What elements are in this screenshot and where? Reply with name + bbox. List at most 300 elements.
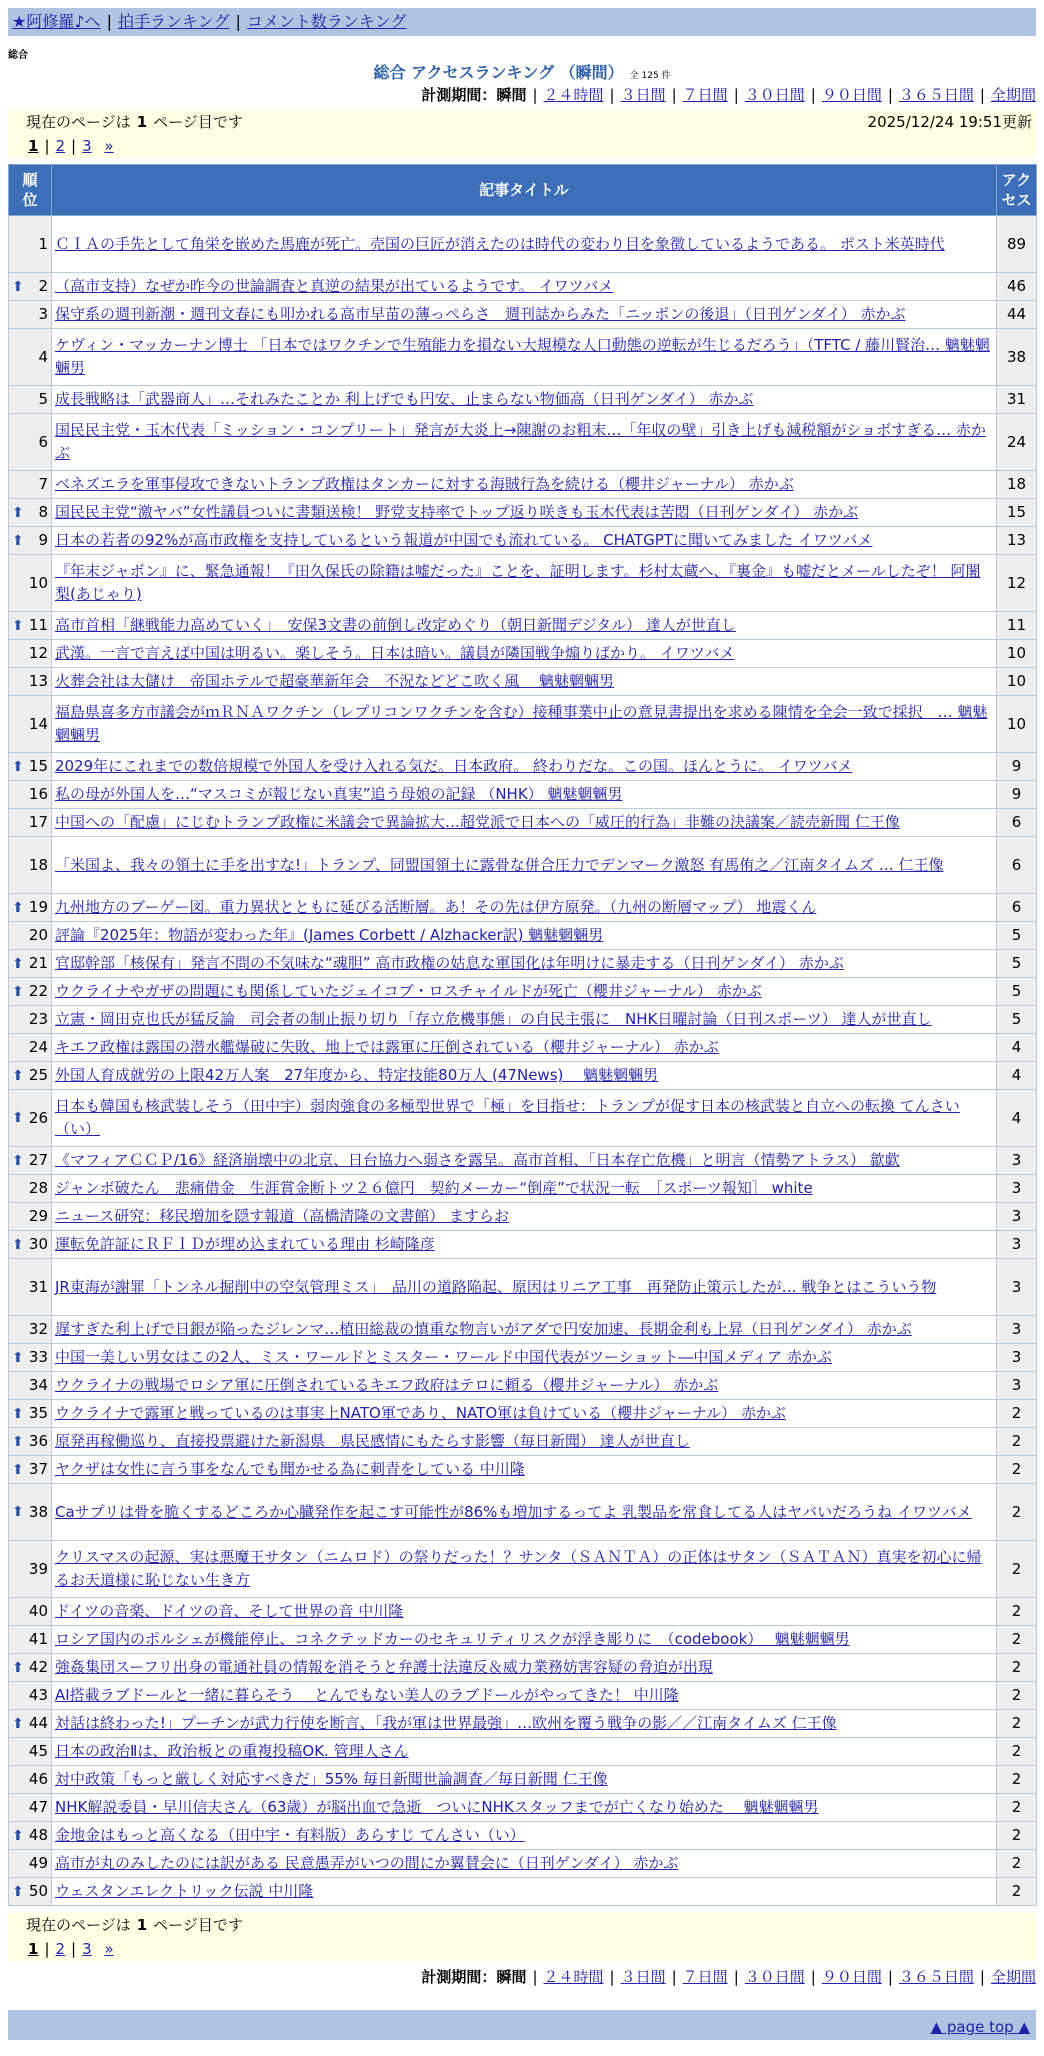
rank-number: 23 xyxy=(28,1010,48,1028)
table-row xyxy=(9,753,1037,781)
access-count: 10 xyxy=(997,696,1037,753)
page-top-link[interactable]: ▲ page top ▲ xyxy=(930,2018,1030,2036)
rank-cell xyxy=(9,301,52,329)
title-cell xyxy=(52,471,997,499)
article-title-link[interactable]: 日本も韓国も核武装しそう（田中宇）弱肉強食の多極型世界で「極」を目指せ：トランプが促す日本の核武装と自立への転換 てんさい（い） xyxy=(55,1097,960,1138)
access-count: 10 xyxy=(997,668,1037,696)
next-page-link[interactable]: » xyxy=(104,1940,114,1958)
title-cell xyxy=(52,1203,997,1231)
rank-up-arrow-icon: ⬆ xyxy=(12,504,24,521)
rank-up-arrow-icon: ⬆ xyxy=(12,1405,24,1422)
total-count: 全 125 件 xyxy=(629,71,671,81)
article-title-link[interactable]: 中国への「配慮」にじむトランプ政権に米議会で異論拡大…超党派で日本への「威圧的行為」非難の決議案／読売新聞 仁王像 xyxy=(55,813,900,831)
rank-cell xyxy=(9,612,52,640)
article-title-link[interactable]: 高市が丸のみしたのには訳がある 民意愚弄がいつの間にか翼賛会に（日刊ゲンダイ） 赤かぶ xyxy=(55,1854,679,1872)
article-title-link[interactable]: ウクライナの戦場でロシア軍に圧倒されているキエフ政府はテロに頼る（櫻井ジャーナル） 赤かぶ xyxy=(55,1376,719,1394)
article-title-link[interactable]: 対話は終わった!」プーチンが武力行使を断言、「我が軍は世界最強」…欧州を覆う戦争の影／／江南タイムズ 仁王像 xyxy=(55,1714,837,1732)
access-count: 2 xyxy=(997,1654,1037,1682)
rank-number: 45 xyxy=(28,1742,48,1760)
rank-cell xyxy=(9,668,52,696)
rank-number: 17 xyxy=(28,813,48,831)
period-link[interactable]: ３日間 xyxy=(620,86,666,104)
bottom-bar xyxy=(8,2010,1036,2040)
page-title xyxy=(0,60,1044,83)
page-status-number: 1 xyxy=(136,1916,148,1934)
access-count: 5 xyxy=(997,978,1037,1006)
rank-number: 44 xyxy=(28,1714,48,1732)
rank-number: 18 xyxy=(28,855,48,874)
period-link[interactable]: ２４時間 xyxy=(543,1968,604,1986)
article-title-link[interactable]: クリスマスの起源、実は悪魔王サタン（ニムロド）の祭りだった！？サンタ（ＳＡＮＴＡ）の正体はサタン（ＳＡＴＡＮ）真実を初心に帰るお天道様に恥じない生き方 xyxy=(55,1548,982,1589)
title-cell xyxy=(52,499,997,527)
table-row xyxy=(9,1090,1037,1147)
period-current: 瞬間 xyxy=(496,1968,527,1986)
period-separator: | xyxy=(810,86,816,104)
table-row xyxy=(9,273,1037,301)
rank-cell xyxy=(9,1034,52,1062)
rank-up-arrow-icon: ⬆ xyxy=(12,1827,24,1844)
access-count: 9 xyxy=(997,781,1037,809)
article-title-link[interactable]: ウクライナやガザの問題にも関係していたジェイコブ・ロスチャイルドが死亡（櫻井ジャーナル） 赤かぶ xyxy=(55,982,762,1000)
page-link[interactable]: 2 xyxy=(55,1940,66,1958)
access-count: 31 xyxy=(997,386,1037,414)
title-cell xyxy=(52,1034,997,1062)
access-count: 2 xyxy=(997,1484,1037,1541)
rank-cell xyxy=(9,978,52,1006)
rank-number: 47 xyxy=(28,1798,48,1816)
table-row xyxy=(9,1006,1037,1034)
title-cell xyxy=(52,301,997,329)
article-title-link[interactable]: 九州地方のブーゲー図。重力異状とともに延びる活断層。あ！その先は伊方原発。（九州の断層マップ） 地震くん xyxy=(55,898,817,916)
access-count: 2 xyxy=(997,1738,1037,1766)
table-row xyxy=(9,1428,1037,1456)
rank-up-arrow-icon: ⬆ xyxy=(12,1715,24,1732)
article-title-link[interactable]: 「米国よ、我々の領土に手を出すな!」トランプ、同盟国領土に露骨な併合圧力でデンマーク激怒 有馬侑之／江南タイムズ … 仁王像 xyxy=(55,855,944,874)
period-link[interactable]: ３日間 xyxy=(620,1968,666,1986)
rank-cell xyxy=(9,1822,52,1850)
article-title-link[interactable]: 保守系の週刊新潮・週刊文春にも叩かれる高市早苗の薄っぺらさ 週刊誌からみた「ニッポンの後退」（日刊ゲンダイ） 赤かぶ xyxy=(55,305,906,323)
rank-cell xyxy=(9,1456,52,1484)
title-cell xyxy=(52,555,997,612)
access-count: 2 xyxy=(997,1710,1037,1738)
table-row xyxy=(9,950,1037,978)
table-row xyxy=(9,1710,1037,1738)
rank-cell xyxy=(9,499,52,527)
period-link[interactable]: ９０日間 xyxy=(821,1968,882,1986)
title-cell xyxy=(52,1794,997,1822)
rank-number: 8 xyxy=(38,503,48,521)
access-count: 2 xyxy=(997,1428,1037,1456)
article-title-link[interactable]: ニュース研究：移民増加を隠す報道（高橋清隆の文書館） ますらお xyxy=(55,1207,510,1225)
table-row xyxy=(9,1654,1037,1682)
rank-cell xyxy=(9,1682,52,1710)
table-row xyxy=(9,1794,1037,1822)
rank-number: 43 xyxy=(28,1686,48,1704)
period-separator: | xyxy=(671,1968,677,1986)
access-count: 4 xyxy=(997,1090,1037,1147)
page-separator: | xyxy=(71,137,77,155)
rank-number: 21 xyxy=(28,954,48,972)
title-cell xyxy=(52,1710,997,1738)
article-title-link[interactable]: 遅すぎた利上げで日銀が陥ったジレンマ…植田総裁の慎重な物言いがアダで円安加速、長期金利も上昇（日刊ゲンダイ） 赤かぶ xyxy=(55,1320,912,1338)
access-count: 3 xyxy=(997,1316,1037,1344)
next-page-link[interactable]: » xyxy=(104,137,114,155)
rank-up-arrow-icon: ⬆ xyxy=(12,1349,24,1366)
article-title-link[interactable]: JR東海が謝罪「トンネル掘削中の空気管理ミス」 品川の道路陥起、原因はリニア工事 再発防止策示したが… 戦争とはこういう物 xyxy=(55,1277,937,1296)
article-title-link[interactable]: 高市首相「継戦能力高めていく」 安保3文書の前倒し改定めぐり（朝日新聞デジタル） 達人が世直し xyxy=(55,616,736,634)
rank-cell xyxy=(9,1850,52,1878)
rank-number: 26 xyxy=(28,1108,48,1127)
title-cell xyxy=(52,668,997,696)
access-count: 3 xyxy=(997,1259,1037,1316)
article-title-link[interactable]: ベネズエラを軍事侵攻できないトランプ政権はタンカーに対する海賊行為を続ける（櫻井ジャーナル） 赤かぶ xyxy=(55,475,794,493)
table-row xyxy=(9,386,1037,414)
rank-number: 24 xyxy=(28,1038,48,1056)
access-count: 2 xyxy=(997,1598,1037,1626)
table-row xyxy=(9,1400,1037,1428)
title-cell xyxy=(52,1344,997,1372)
page-status-suffix: ページ目です xyxy=(153,113,243,131)
table-row xyxy=(9,668,1037,696)
rank-up-arrow-icon: ⬆ xyxy=(12,1659,24,1676)
rank-number: 38 xyxy=(28,1502,48,1521)
access-count: 38 xyxy=(997,329,1037,386)
article-title-link[interactable]: 中国一美しい男女はこの2人、ミス・ワールドとミスター・ワールド中国代表がツーショット―中国メディア 赤かぶ xyxy=(55,1348,832,1366)
rank-number: 2 xyxy=(38,277,48,295)
page-link[interactable]: 2 xyxy=(55,137,66,155)
rank-up-arrow-icon: ⬆ xyxy=(12,1461,24,1478)
rank-number: 13 xyxy=(28,672,48,690)
page-link[interactable]: 3 xyxy=(82,1940,92,1958)
period-link[interactable]: ３０日間 xyxy=(744,86,805,104)
access-count: 3 xyxy=(997,1344,1037,1372)
title-cell xyxy=(52,1766,997,1794)
article-title-link[interactable]: 『年末ジャボン』に、緊急通報！『田久保氏の除籍は嘘だった』ことを、証明します。杉村太蔵へ、『裏金』も嘘だとメールしたぞ！ 阿闍梨(あじゃり) xyxy=(55,562,981,603)
rank-cell xyxy=(9,781,52,809)
article-title-link[interactable]: 日本の若者の92%が高市政権を支持しているという報道が中国でも流れている。 CHATGPTに聞いてみました イワツバメ xyxy=(55,531,873,549)
title-cell xyxy=(52,1456,997,1484)
title-cell xyxy=(52,329,997,386)
title-cell xyxy=(52,1850,997,1878)
rank-number: 37 xyxy=(28,1460,48,1478)
title-cell xyxy=(52,837,997,894)
page-links xyxy=(8,1937,1036,1961)
page-links xyxy=(8,134,1036,158)
access-count: 12 xyxy=(997,555,1037,612)
rank-cell xyxy=(9,1484,52,1541)
table-row xyxy=(9,1259,1037,1316)
period-label: 計測期間： xyxy=(421,1968,497,1986)
access-count: 44 xyxy=(997,301,1037,329)
article-title-link[interactable]: ＣＩＡの手先として角栄を嵌めた馬鹿が死亡。売国の巨匠が消えたのは時代の変わり目を象徴しているようである。 ポスト米英時代 xyxy=(55,234,945,253)
rank-number: 40 xyxy=(28,1602,48,1620)
table-row xyxy=(9,1484,1037,1541)
article-title-link[interactable]: ケヴィン・マッカーナン博士 「日本ではワクチンで生殖能力を損ない大規模な人口動態の逆転が生じるだろう」（TFTC / 藤川賢治… 魑魅魍魎男 xyxy=(55,336,990,377)
rank-number: 12 xyxy=(28,644,48,662)
title-cell xyxy=(52,1541,997,1598)
rank-cell xyxy=(9,1766,52,1794)
rank-cell xyxy=(9,1626,52,1654)
rank-cell xyxy=(9,837,52,894)
rank-number: 14 xyxy=(28,714,48,733)
access-count: 18 xyxy=(997,471,1037,499)
table-row xyxy=(9,1766,1037,1794)
article-title-link[interactable]: 国民民主党・玉木代表「ミッション・コンプリート」発言が大炎上→陳謝のお粗末…「年収の壁」引き上げも減税額がショボすぎる… 赤かぶ xyxy=(55,421,986,462)
pager-top xyxy=(8,110,1036,158)
table-row xyxy=(9,329,1037,386)
rank-cell xyxy=(9,1006,52,1034)
article-title-link[interactable]: （高市支持）なぜか昨今の世論調査と真逆の結果が出ているようです。 イワツバメ xyxy=(55,277,614,295)
rank-number: 33 xyxy=(28,1348,48,1366)
article-title-link[interactable]: キエフ政権は露国の潜水艦爆破に失敗、地上では露軍に圧倒されている（櫻井ジャーナル） 赤かぶ xyxy=(55,1038,719,1056)
rank-cell xyxy=(9,1147,52,1175)
article-title-link[interactable]: 私の母が外国人を…“マスコミが報じない真実”追う母娘の記録 （NHK） 魑魅魍魎男 xyxy=(55,785,623,803)
title-cell xyxy=(52,1428,997,1456)
period-link[interactable]: ３０日間 xyxy=(744,1968,805,1986)
access-count: 5 xyxy=(997,922,1037,950)
article-title-link[interactable]: 《マフィアＣＣＰ/16》経済崩壊中の北京、日台協力へ弱さを露呈。高市首相、「日本存亡危機」と明言（情勢アトラス） 歙歔 xyxy=(55,1151,900,1169)
article-title-link[interactable]: 官邸幹部「核保有」発言不問の不気味な“魂胆” 高市政権の姑息な軍国化は年明けに暴走する（日刊ゲンダイ） 赤かぶ xyxy=(55,954,844,972)
rank-cell xyxy=(9,809,52,837)
rank-number: 4 xyxy=(38,347,48,366)
table-row xyxy=(9,1344,1037,1372)
table-row xyxy=(9,781,1037,809)
title-cell xyxy=(52,753,997,781)
table-row xyxy=(9,1626,1037,1654)
period-link[interactable]: 全期間 xyxy=(990,86,1036,104)
rank-cell xyxy=(9,640,52,668)
title-cell xyxy=(52,527,997,555)
table-row xyxy=(9,1062,1037,1090)
ranking-title: 総合 アクセスランキング （瞬間） xyxy=(373,63,624,82)
period-link[interactable]: ７日間 xyxy=(682,1968,728,1986)
rank-number: 10 xyxy=(28,573,48,592)
rank-up-arrow-icon: ⬆ xyxy=(12,955,24,972)
home-link[interactable]: ★阿修羅♪へ xyxy=(12,12,101,31)
page-status-suffix: ページ目です xyxy=(153,1916,243,1934)
title-cell xyxy=(52,1175,997,1203)
table-row xyxy=(9,1316,1037,1344)
rank-number: 29 xyxy=(28,1207,48,1225)
period-link[interactable]: ９０日間 xyxy=(821,86,882,104)
period-link[interactable]: ２４時間 xyxy=(543,86,604,104)
access-count: 2 xyxy=(997,1456,1037,1484)
article-title-link[interactable]: ドイツの音楽、ドイツの音、そして世界の音 中川隆 xyxy=(55,1602,404,1620)
rank-up-arrow-icon: ⬆ xyxy=(12,1236,24,1253)
period-separator: | xyxy=(609,1968,615,1986)
table-row xyxy=(9,1822,1037,1850)
table-row xyxy=(9,1456,1037,1484)
title-cell xyxy=(52,781,997,809)
article-title-link[interactable]: 武漢。一言で言えば中国は明るい。楽しそう。日本は暗い。議員が隣国戦争煽りばかり。 イワツバメ xyxy=(55,644,735,662)
access-count: 89 xyxy=(997,216,1037,273)
rank-up-arrow-icon: ⬆ xyxy=(12,1504,24,1520)
table-row xyxy=(9,922,1037,950)
rank-number: 35 xyxy=(28,1404,48,1422)
rank-cell xyxy=(9,1175,52,1203)
table-row xyxy=(9,809,1037,837)
rank-cell xyxy=(9,1738,52,1766)
title-cell xyxy=(52,1062,997,1090)
rank-cell xyxy=(9,1400,52,1428)
table-row xyxy=(9,1682,1037,1710)
title-cell xyxy=(52,612,997,640)
table-row xyxy=(9,1203,1037,1231)
rank-up-arrow-icon: ⬆ xyxy=(12,1110,24,1126)
article-title-link[interactable]: 対中政策「もっと厳しく対応すべきだ」55% 毎日新聞世論調査／毎日新聞 仁王像 xyxy=(55,1770,608,1788)
article-title-link[interactable]: ロシア国内のポルシェが機能停止、コネクテッドカーのセキュリティリスクが浮き彫りに （codebook） 魑魅魍魎男 xyxy=(55,1630,850,1648)
rank-cell xyxy=(9,1203,52,1231)
rank-number: 50 xyxy=(28,1882,48,1900)
rank-up-arrow-icon: ⬆ xyxy=(12,278,24,295)
title-cell xyxy=(52,1316,997,1344)
rank-column-header: 順位 xyxy=(9,165,52,216)
access-count: 2 xyxy=(997,1822,1037,1850)
period-selector-bottom xyxy=(8,1966,1036,1987)
rank-number: 19 xyxy=(28,898,48,916)
article-title-link[interactable]: ウェスタンエレクトリック伝説 中川隆 xyxy=(55,1882,314,1900)
article-title-link[interactable]: 原発再稼働巡り、直接投票避けた新潟県 県民感情にもたらす影響（毎日新聞） 達人が世直し xyxy=(55,1432,690,1450)
period-link[interactable]: ３６５日間 xyxy=(898,86,974,104)
title-cell xyxy=(52,1682,997,1710)
access-count: 9 xyxy=(997,753,1037,781)
article-title-link[interactable]: 強姦集団スーフリ出身の電通社員の情報を消そうと弁護士法違反＆威力業務妨害容疑の脅迫が出現 xyxy=(55,1658,713,1676)
rank-cell xyxy=(9,555,52,612)
rank-cell xyxy=(9,1654,52,1682)
article-title-link[interactable]: 立憲・岡田克也氏が猛反論 司会者の制止振り切り「存立危機事態」の自民主張に NHK日曜討論（日刊スポーツ） 達人が世直し xyxy=(55,1010,932,1028)
title-cell xyxy=(52,1006,997,1034)
ranking-table xyxy=(8,164,1037,1906)
table-row xyxy=(9,640,1037,668)
period-label: 計測期間： xyxy=(421,86,497,104)
title-cell xyxy=(52,1822,997,1850)
period-separator: | xyxy=(887,86,893,104)
title-cell xyxy=(52,1878,997,1906)
rank-cell xyxy=(9,1316,52,1344)
article-title-link[interactable]: ジャンボ破たん 悲痛借金 生涯賞金断トツ２６億円 契約メーカー“倒産”で状況一転 ［スポーツ報知］ white xyxy=(55,1179,813,1197)
table-row xyxy=(9,1175,1037,1203)
page-separator: | xyxy=(44,1940,50,1958)
article-title-link[interactable]: 運転免許証にＲＦＩＤが埋め込まれている理由 杉崎隆彦 xyxy=(55,1235,435,1253)
table-row xyxy=(9,301,1037,329)
access-count: 15 xyxy=(997,499,1037,527)
period-separator: | xyxy=(532,1968,538,1986)
table-row xyxy=(9,1850,1037,1878)
rank-up-arrow-icon: ⬆ xyxy=(12,1067,24,1084)
period-current: 瞬間 xyxy=(496,86,527,104)
period-separator: | xyxy=(733,86,739,104)
table-row xyxy=(9,1372,1037,1400)
access-count: 2 xyxy=(997,1850,1037,1878)
article-title-link[interactable]: 金地金はもっと高くなる（田中宇・有料版）あらすじ てんさい（い） xyxy=(55,1826,525,1844)
table-row xyxy=(9,894,1037,922)
access-count: 6 xyxy=(997,894,1037,922)
period-link[interactable]: 全期間 xyxy=(990,1968,1036,1986)
access-count: 2 xyxy=(997,1626,1037,1654)
rank-up-arrow-icon: ⬆ xyxy=(12,983,24,1000)
access-count: 5 xyxy=(997,950,1037,978)
rank-cell xyxy=(9,1794,52,1822)
rank-up-arrow-icon: ⬆ xyxy=(12,532,24,549)
rank-cell xyxy=(9,1062,52,1090)
rank-number: 28 xyxy=(28,1179,48,1197)
article-title-link[interactable]: Caサプリは骨を脆くするどころか心臓発作を起こす可能性が86%も増加するってよ 乳製品を常食してる人はヤバいだろうね イワツバメ xyxy=(55,1502,972,1521)
title-cell xyxy=(52,1231,997,1259)
rank-cell xyxy=(9,1710,52,1738)
table-row xyxy=(9,1541,1037,1598)
period-separator: | xyxy=(733,1968,739,1986)
page-status xyxy=(8,1913,1036,1937)
title-cell xyxy=(52,950,997,978)
rank-cell xyxy=(9,414,52,471)
rank-number: 9 xyxy=(38,531,48,549)
title-cell xyxy=(52,696,997,753)
table-row xyxy=(9,414,1037,471)
title-cell xyxy=(52,978,997,1006)
table-row xyxy=(9,837,1037,894)
article-title-link[interactable]: 外国人育成就労の上限42万人案 27年度から、特定技能80万人 (47News) 魑魅魍魎男 xyxy=(55,1066,659,1084)
article-title-link[interactable]: ヤクザは女性に言う事をなんでも聞かせる為に刺青をしている 中川隆 xyxy=(55,1460,525,1478)
rank-number: 42 xyxy=(28,1658,48,1676)
article-title-link[interactable]: 日本の政治Ⅱは、政治板との重複投稿OK. 管理人さん xyxy=(55,1742,409,1760)
rank-number: 20 xyxy=(28,926,48,944)
article-title-link[interactable]: 火葬会社は大儲け 帝国ホテルで超豪華新年会 不況などどこ吹く風 魑魅魍魎男 xyxy=(55,672,615,690)
rank-cell xyxy=(9,1541,52,1598)
access-count: 24 xyxy=(997,414,1037,471)
pager-bottom xyxy=(8,1913,1036,1961)
rank-up-arrow-icon: ⬆ xyxy=(12,758,24,775)
table-row xyxy=(9,1034,1037,1062)
rank-number: 31 xyxy=(28,1277,48,1296)
article-title-link[interactable]: 国民民主党“激ヤバ”女性議員ついに書類送検！ 野党支持率でトップ返り咲きも玉木代表は苦悶（日刊ゲンダイ） 赤かぶ xyxy=(55,503,859,521)
article-title-link[interactable]: ウクライナで露軍と戦っているのは事実上NATO軍であり、NATO軍は負けている（櫻井ジャーナル） 赤かぶ xyxy=(55,1404,786,1422)
table-row xyxy=(9,1147,1037,1175)
access-count: 3 xyxy=(997,1372,1037,1400)
access-count: 4 xyxy=(997,1062,1037,1090)
article-title-link[interactable]: 2029年にこれまでの数倍規模で外国人を受け入れる気だ。日本政府。 終わりだな。この国。ほんとうに。 イワツバメ xyxy=(55,757,853,775)
period-link[interactable]: ７日間 xyxy=(682,86,728,104)
title-cell xyxy=(52,1626,997,1654)
article-title-link[interactable]: NHK解説委員・早川信夫さん（63歳）が脳出血で急逝 ついにNHKスタッフまでが亡くなり始めた 魑魅魍魎男 xyxy=(55,1798,819,1816)
table-row xyxy=(9,471,1037,499)
title-cell xyxy=(52,1400,997,1428)
comment-ranking-link[interactable]: コメント数ランキング xyxy=(246,12,407,31)
access-count: 5 xyxy=(997,1006,1037,1034)
access-count: 10 xyxy=(997,640,1037,668)
rank-number: 34 xyxy=(28,1376,48,1394)
current-page: 1 xyxy=(28,137,39,155)
rank-number: 36 xyxy=(28,1432,48,1450)
rank-cell xyxy=(9,471,52,499)
rank-cell xyxy=(9,922,52,950)
article-title-link[interactable]: 成長戦略は「武器商人」…それみたことか 利上げでも円安、止まらない物価高（日刊ゲンダイ） 赤かぶ xyxy=(55,390,754,408)
article-title-link[interactable]: AI搭載ラブドールと一緒に暮らそう ＿とんでもない美人のラブドールがやってきた！ 中川隆 xyxy=(55,1686,679,1704)
rank-number: 22 xyxy=(28,982,48,1000)
period-link[interactable]: ３６５日間 xyxy=(898,1968,974,1986)
page-status-prefix: 現在のページは xyxy=(26,1916,131,1934)
page-link[interactable]: 3 xyxy=(82,137,92,155)
title-cell xyxy=(52,809,997,837)
table-row xyxy=(9,978,1037,1006)
clap-ranking-link[interactable]: 拍手ランキング xyxy=(117,12,230,31)
article-title-link[interactable]: 評論『2025年：物語が変わった年』(James Corbett / Alzhacker訳) 魑魅魍魎男 xyxy=(55,926,604,944)
rank-number: 5 xyxy=(38,390,48,408)
article-title-link[interactable]: 福島県喜多方市議会がｍＲＮＡワクチン（レプリコンワクチンを含む）接種事業中止の意見書提出を求める陳情を全会一致で採択 … 魑魅魍魎男 xyxy=(55,703,988,744)
table-row xyxy=(9,555,1037,612)
table-row xyxy=(9,1878,1037,1906)
current-page: 1 xyxy=(28,1940,39,1958)
rank-number: 3 xyxy=(38,305,48,323)
